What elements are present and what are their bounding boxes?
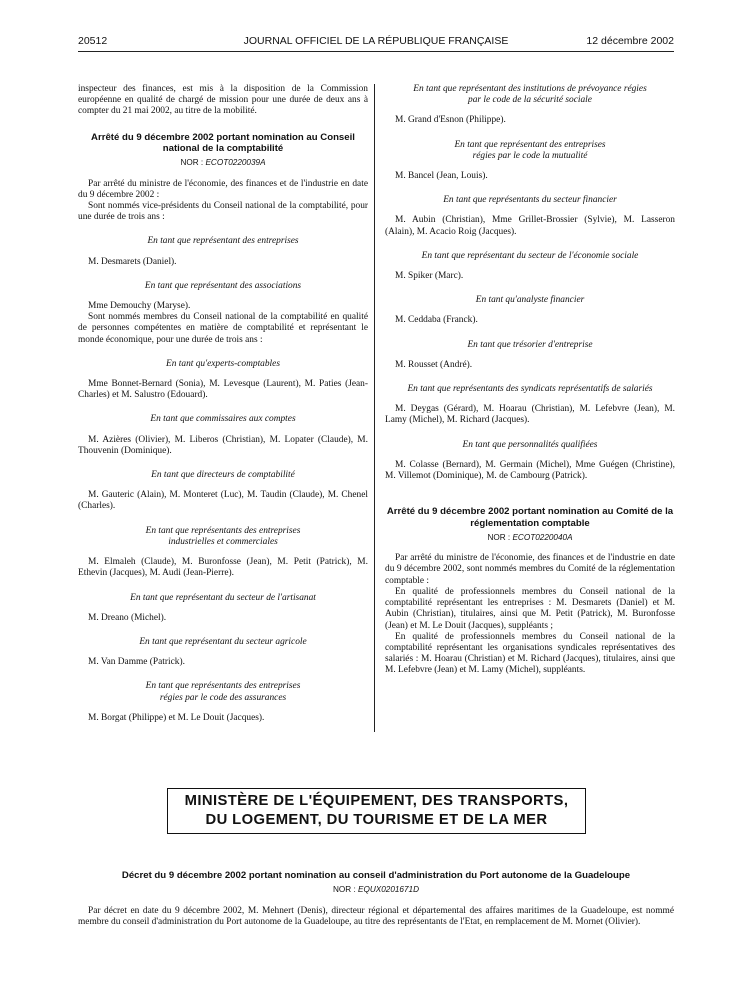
nor-code: ECOT0220039A [205, 158, 266, 168]
section-heading: En tant que représentant du secteur de l'artisanat [130, 592, 316, 603]
ministry-banner [167, 788, 586, 834]
intro-paragraph: inspecteur des finances, est mis à la disposition de la Commission européenne en qualité de chargé de mission pour une durée de deux ans à compter du 21 mai 2002, au titre de la mobilité. [78, 84, 368, 117]
section-heading: En tant que représentant du secteur de l'économie sociale [421, 250, 639, 261]
decret-body: Par décret en date du 9 décembre 2002, M. Mehnert (Denis), directeur régional et départemental des affaires maritimes de la Guadeloupe, est nommé membre du conseil d'administration du Port autonome de la Guadeloupe, au titre des représentants de l'Etat, en remplacement de M. Mornet (Olivier). [78, 905, 674, 927]
nor-label: NOR : [180, 158, 204, 168]
member-names: M. Azières (Olivier), M. Liberos (Christian), M. Lopater (Claude), M. Thouvenin (Dominique). [78, 434, 368, 456]
nor-reference [78, 884, 674, 895]
member-names: M. Deygas (Gérard), M. Hoarau (Christian), M. Lefebvre (Jean), M. Lamy (Michel), M. Richard (Jacques). [385, 404, 675, 426]
paragraph: En qualité de professionnels membres du Conseil national de la comptabilité représentant les organisations syndicales représentatives des salariés : M. Hoarau (Christian) et M. Richard (Jacques), titulaires, ainsi que M. Lefebvre (Jean) et M. Lamy (Michel), suppléants. [385, 631, 675, 676]
member-names: Mme Bonnet-Bernard (Sonia), M. Levesque (Laurent), M. Paties (Jean-Charles) et M. Salustro (Edouard). [78, 379, 368, 401]
column-divider [374, 84, 375, 732]
member-names: M. Rousset (André). [395, 359, 473, 370]
section-heading: En tant que représentant des entreprises [147, 236, 299, 247]
section-heading: En tant que représentants des entreprises industrielles et commerciales [145, 525, 301, 547]
nor-reference [78, 157, 368, 168]
paragraph: Sont nommés vice-présidents du Conseil national de la comptabilité, pour une durée de trois ans : [78, 201, 368, 223]
arrete-title: Arrêté du 9 décembre 2002 portant nomination au Conseil national de la comptabilité [91, 131, 355, 155]
section-heading: En tant que personnalités qualifiées [462, 439, 598, 450]
ministry-line: MINISTÈRE DE L'ÉQUIPEMENT, DES TRANSPORTS, [184, 793, 569, 809]
section-heading: En tant que représentant du secteur agricole [139, 636, 307, 647]
nor-reference [385, 532, 675, 543]
section-heading: En tant qu'analyste financier [475, 295, 585, 306]
section-heading: En tant que représentant des associations [144, 280, 302, 291]
decret-title: Décret du 9 décembre 2002 portant nomination au conseil d'administration du Port autonome de la Guadeloupe [121, 870, 631, 881]
ministry-line: DU LOGEMENT, DU TOURISME ET DE LA MER [205, 812, 548, 828]
paragraph: Par arrêté du ministre de l'économie, des finances et de l'industrie en date du 9 décembre 2002 : [78, 178, 368, 200]
arrete-title: Arrêté du 9 décembre 2002 portant nomination au Comité de la réglementation comptable [386, 506, 674, 529]
paragraph: Sont nommés membres du Conseil national de la comptabilité en qualité de personnes compétentes en matière de comptabilité et représentant le monde économique, pour une durée de trois ans : [78, 312, 368, 345]
member-names: M. Grand d'Esnon (Philippe). [395, 115, 506, 126]
paragraph: En qualité de professionnels membres du Conseil national de la comptabilité représentant les entreprises : M. Desmarets (Daniel) et M. Aubin (Christian), titulaires, ainsi que M. Petit (Patrick), M. Buronfosse (Jean) et M. Le Douit (Jacques), suppléants ; [385, 586, 675, 631]
member-names: M. Spiker (Marc). [395, 271, 464, 282]
decret-section [78, 870, 674, 928]
section-heading: En tant que directeurs de comptabilité [151, 470, 295, 481]
issue-date: 12 décembre 2002 [586, 35, 674, 47]
nor-code: EQUX0201671D [358, 885, 420, 895]
section-heading: En tant que trésorier d'entreprise [467, 339, 593, 350]
page-number: 20512 [78, 35, 108, 47]
member-names: M. Desmarets (Daniel). [88, 256, 177, 267]
journal-title: JOURNAL OFFICIEL DE LA RÉPUBLIQUE FRANÇAISE [243, 35, 509, 47]
member-names: M. Borgat (Philippe) et M. Le Douit (Jacques). [88, 712, 265, 723]
member-names: M. Ceddaba (Franck). [395, 315, 478, 326]
member-names: M. Gauteric (Alain), M. Monteret (Luc), M. Taudin (Claude), M. Chenel (Charles). [78, 490, 368, 512]
section-heading: En tant que commissaires aux comptes [150, 414, 296, 425]
nor-label: NOR : [332, 885, 356, 895]
section-heading: En tant que représentant des institutions de prévoyance régies par le code de la sécurité sociale [413, 84, 647, 106]
section-heading: En tant que représentants du secteur financier [443, 195, 617, 206]
member-names: M. Van Damme (Patrick). [88, 657, 185, 668]
section-heading: En tant que représentants des syndicats représentatifs de salariés [407, 384, 653, 395]
nor-code: ECOT0220040A [512, 533, 573, 543]
member-names: M. Bancel (Jean, Louis). [395, 171, 488, 182]
section-heading: En tant qu'experts-comptables [166, 358, 280, 369]
member-names: Mme Demouchy (Maryse). [88, 301, 191, 312]
page-header [78, 35, 674, 52]
right-column [385, 84, 675, 677]
section-heading: En tant que représentants des entreprises régies par le code des assurances [145, 681, 301, 703]
section-heading: En tant que représentant des entreprises régies par le code la mutualité [454, 139, 606, 161]
left-column [78, 84, 368, 724]
nor-label: NOR : [487, 533, 511, 543]
member-names: M. Colasse (Bernard), M. Germain (Michel), Mme Guégen (Christine), M. Villemot (Dominique), M. de Cambourg (Patrick). [385, 459, 675, 482]
paragraph: Par arrêté du ministre de l'économie, des finances et de l'industrie en date du 9 décembre 2002, sont nommés membres du Comité de la réglementation comptable : [385, 553, 675, 586]
member-names: M. Aubin (Christian), Mme Grillet-Brossier (Sylvie), M. Lasseron (Alain), M. Acacio Roig (Jacques). [385, 215, 675, 237]
member-names: M. Elmaleh (Claude), M. Buronfosse (Jean), M. Petit (Patrick), M. Ethevin (Jacques), M. Audi (Jean-Pierre). [78, 557, 368, 579]
member-names: M. Dreano (Michel). [88, 612, 167, 623]
